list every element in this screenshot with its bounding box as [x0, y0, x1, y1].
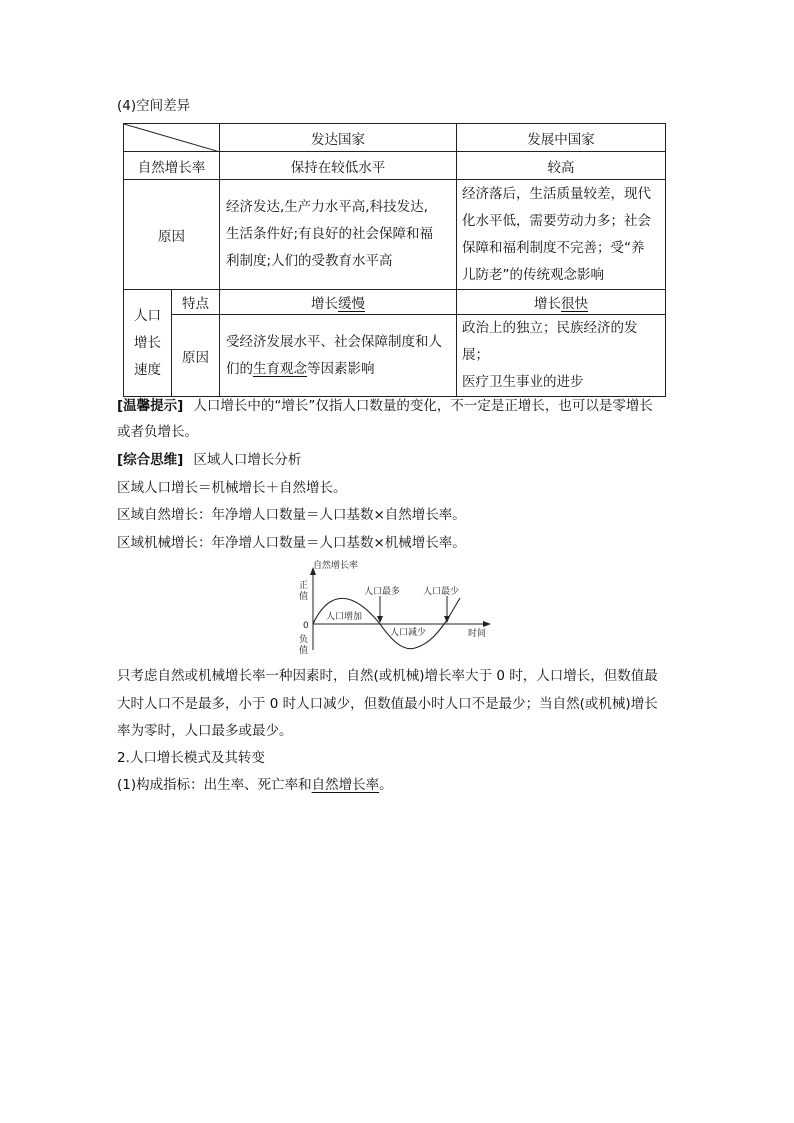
- header-developing: 发展中国家: [457, 124, 666, 152]
- explanation-line-1: 只考虑自然或机械增长率一种因素时，自然(或机械)增长率大于 0 时，人口增长，但数值最: [117, 668, 658, 684]
- text-line: 速度: [134, 361, 161, 378]
- text-line: 经济落后，生活质量较差，现代: [462, 185, 651, 202]
- diagonal-corner-cell: [124, 124, 220, 152]
- pos-label-2: 值: [299, 592, 309, 602]
- text-line: 儿防老”的传统观念影响: [462, 266, 604, 283]
- explanation-line-3: 率为零时，人口最多或最少。: [117, 723, 293, 739]
- x-axis-arrow: [483, 621, 491, 627]
- text-line: 政治上的独立；民族经济的发展；: [462, 320, 638, 363]
- min-label: 人口最少: [423, 587, 460, 597]
- feature-developing: [457, 290, 666, 315]
- synthesis-line-2: 区域自然增长：年净增人口数量＝人口基数×自然增长率。: [117, 507, 466, 523]
- text-span: 增长: [311, 296, 338, 312]
- underlined-text: 缓慢: [338, 296, 365, 312]
- text-line: [226, 356, 452, 383]
- tip-text: 人口增长中的“增长”仅指人口数量的变化，不一定是正增长，也可以是零增长: [193, 398, 653, 414]
- feature-developed: [220, 290, 457, 315]
- header-developed: 发达国家: [220, 124, 457, 152]
- max-label: 人口最多: [364, 587, 401, 597]
- table-row: [124, 315, 666, 397]
- text-line: 经济发达,生产力水平高,科技发达,: [226, 199, 428, 215]
- sub-label-feature: 特点: [172, 290, 220, 315]
- x-axis-label: 时间: [468, 629, 487, 639]
- y-axis-label: 自然增长率: [313, 561, 359, 571]
- increase-label: 人口增加: [326, 612, 363, 622]
- section-title: (4)空间差异: [117, 98, 191, 114]
- min-marker-arrow: [444, 616, 450, 623]
- text-line: 化水平低，需要劳动力多；社会: [462, 212, 651, 229]
- heading-2: 2.人口增长模式及其转变: [117, 750, 265, 766]
- diagonal-line: [124, 124, 220, 152]
- tip-line-2: 或者负增长。: [117, 424, 198, 440]
- synthesis-line-1: 区域人口增长＝机械增长＋自然增长。: [117, 480, 347, 496]
- underlined-text: 很快: [561, 296, 588, 312]
- text-span: (1)构成指标：出生率、死亡率和: [117, 777, 312, 793]
- synthesis-heading: [117, 450, 301, 470]
- cause-developing: [457, 315, 666, 397]
- text-line: 利制度;人们的受教育水平高: [226, 253, 393, 269]
- row-label-rate: 自然增长率: [124, 152, 220, 180]
- tip-line-1: [117, 396, 653, 416]
- table-header-row: [124, 124, 666, 152]
- table-row: [124, 180, 666, 290]
- pos-label-1: 正: [299, 581, 309, 591]
- population-comparison-table: [123, 123, 666, 397]
- row-label-reason: 原因: [124, 180, 220, 290]
- synthesis-title: 区域人口增长分析: [193, 452, 302, 468]
- synthesis-label: [综合思维]: [117, 452, 184, 468]
- text-line: 人口: [134, 307, 161, 324]
- reason-developing: [457, 180, 666, 290]
- neg-label-1: 负: [299, 635, 309, 645]
- text-span: 增长: [534, 296, 561, 312]
- neg-label-2: 值: [299, 646, 309, 656]
- text-line: 医疗卫生事业的进步: [462, 374, 584, 390]
- zero-label: 0: [303, 621, 309, 631]
- item-1: [117, 775, 393, 795]
- explanation-line-2: 大时人口不是最多，小于 0 时人口减少，但数值最小时人口不是最少；当自然(或机械)增长: [117, 696, 658, 712]
- underlined-text: 自然增长率: [311, 777, 380, 793]
- row-label-speed: [124, 290, 172, 397]
- synthesis-line-3: 区域机械增长：年净增人口数量＝人口基数×机械增长率。: [117, 535, 466, 551]
- text-line: 保障和福利制度不完善；受“养: [462, 239, 645, 256]
- rate-developing: 较高: [457, 152, 666, 180]
- text-line: 增长: [134, 334, 161, 351]
- text-span: 等因素影响: [307, 360, 375, 377]
- text-span: 。: [379, 777, 393, 793]
- reason-developed: [220, 180, 457, 290]
- tip-label: [温馨提示]: [117, 398, 184, 414]
- decrease-label: 人口减少: [390, 628, 427, 638]
- table-row: [124, 290, 666, 315]
- cause-developed: [220, 315, 457, 397]
- text-line: 生活条件好;有良好的社会保障和福: [226, 226, 434, 242]
- growth-curve: [313, 598, 460, 649]
- text-span: 们的: [226, 360, 253, 377]
- sub-label-cause: 原因: [172, 315, 220, 397]
- underlined-text: 生育观念: [253, 360, 307, 377]
- growth-rate-figure: [280, 558, 500, 658]
- text-line: 受经济发展水平、社会保障制度和人: [226, 333, 442, 350]
- table-row: [124, 152, 666, 180]
- rate-developed: 保持在较低水平: [220, 152, 457, 180]
